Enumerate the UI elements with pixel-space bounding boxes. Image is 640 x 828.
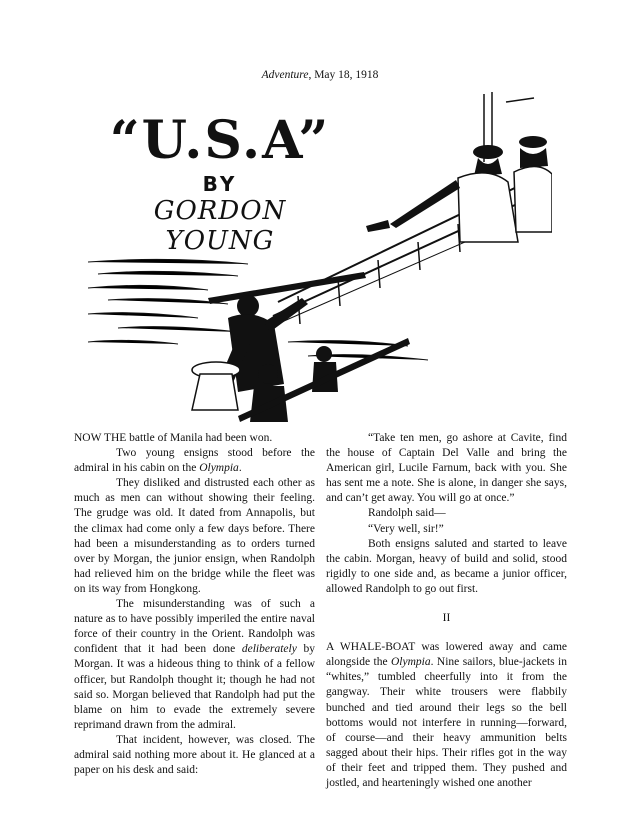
author-name: GORDON YOUNG	[153, 196, 287, 256]
publication-header	[0, 69, 640, 81]
right-column	[326, 431, 567, 791]
byline-label: BY	[202, 172, 238, 196]
story-title-block	[100, 112, 340, 256]
paragraph: Two young ensigns stood before the admiral in his cabin on the Olympia.	[74, 447, 315, 475]
publication-name: Adventure	[261, 69, 309, 81]
story-title: “U.S.A”	[109, 110, 331, 171]
paragraph: They disliked and distrusted each other as much as men can without showing their feeling. The grudge was old. It dated from Annapolis, but the climax had come only a few days before. There had been a misunderstanding as to orders turned over by Morgan, the junior ensign, when Randolph had relieved him on the bridge while the fleet was on its way from Hongkong.	[74, 477, 315, 595]
paragraph: NOW THE battle of Manila had been won.	[74, 432, 273, 444]
paragraph: The misunderstanding was of such a nature as to have possibly imperiled the entire naval force of their country in the Orient. Randolph was confident that it had been done deliberately by Morgan. It was a hideous thing to think of a fellow officer, but Randolph thought it; though he had not said so. Morgan believed that Randolph had put the blame on him to evade the extremely severe reprimand drawn from the admiral.	[74, 598, 316, 731]
paragraph: Randolph said—	[368, 507, 446, 520]
paragraph: “Take ten men, go ashore at Cavite, find the house of Captain Del Valle and bring the American girl, Lucile Farnum, back with you. She has sent me a note. She is alone, in danger she says, and can’t get away. You will go at once.”	[326, 432, 567, 505]
boat-soldiers	[192, 338, 410, 422]
left-column	[74, 431, 315, 778]
publication-date: , May 18, 1918	[308, 69, 379, 81]
paragraph: A WHALE-BOAT was lowered away and came alongside the Olympia. Nine sailors, blue-jackets in “whites,” tumbled cheerfully into it from the gangway. Their white trousers were flabbily bunched and tied around their legs so the bell bottoms would not interfere in running—forward, of course—and their heavy ammunition belts sagged about their hips. Their rifles got in the way of their feet and tripped them. They pushed and jostled, and hearteningly wished one another	[326, 641, 567, 789]
officer-figures	[366, 136, 552, 242]
paragraph: “Very well, sir!”	[368, 522, 444, 535]
paragraph: Both ensigns saluted and started to leave the cabin. Morgan, heavy of build and solid, stood rigidly to one side and, as became a junior officer, allowed Randolph to go out first.	[326, 537, 567, 595]
section-heading: II	[442, 612, 451, 625]
paragraph: That incident, however, was closed. The admiral said nothing more about it. He glanced at a paper on his desk and said:	[74, 733, 315, 777]
